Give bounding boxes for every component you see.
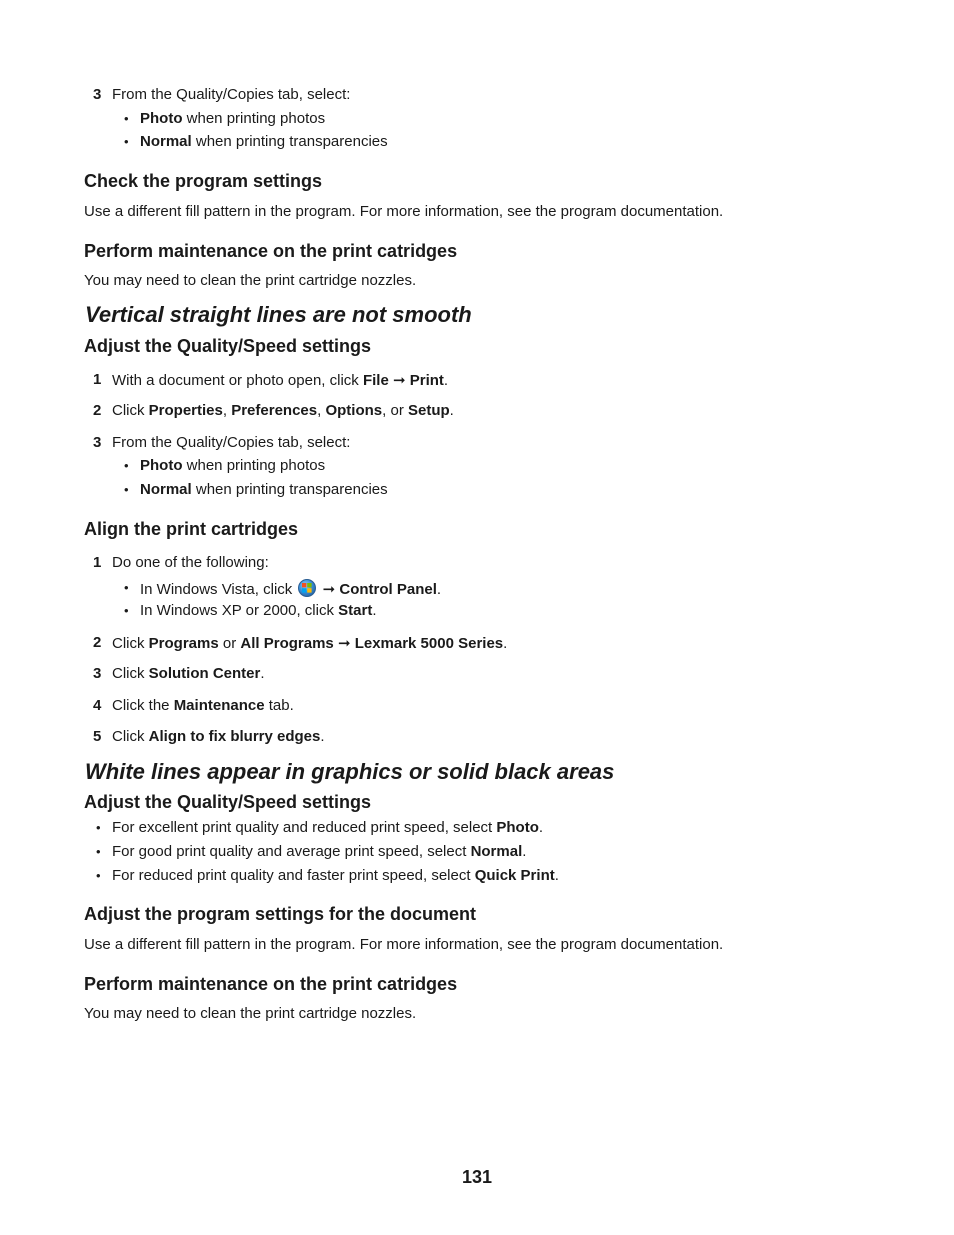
bullet-icon: • xyxy=(124,458,129,473)
list-item xyxy=(124,457,129,474)
list-item xyxy=(124,602,129,619)
step-1-text: Do one of the following: xyxy=(112,554,269,571)
windows-start-orb-icon xyxy=(298,579,316,597)
topic-title: Vertical straight lines are not smooth xyxy=(85,302,472,327)
step-3-text: Click Solution Center. xyxy=(112,665,265,682)
step-1-text: With a document or photo open, click File ➞ Print. xyxy=(112,372,449,389)
step-1-number: 1 xyxy=(93,371,102,388)
section-heading: Adjust the Quality/Speed settings xyxy=(84,336,372,356)
list-item-text: In Windows XP or 2000, click Start. xyxy=(140,602,377,619)
bullet-icon: • xyxy=(124,603,129,618)
step-2-text: Click Programs or All Programs ➞ Lexmark 5000 Series. xyxy=(112,635,508,652)
list-item-text: For good print quality and average print speed, select Normal. xyxy=(112,843,527,860)
paragraph: Use a different fill pattern in the program. For more information, see the program documentation. xyxy=(84,936,724,953)
topic-title: White lines appear in graphics or solid black areas xyxy=(85,759,615,784)
list-item xyxy=(124,133,129,150)
list-item-text: Normal when printing transparencies xyxy=(140,481,388,498)
step-3-text: From the Quality/Copies tab, select: xyxy=(112,434,351,451)
step-4-text: Click the Maintenance tab. xyxy=(112,697,294,714)
step-5-text: Click Align to fix blurry edges. xyxy=(112,728,325,745)
step-5-number: 5 xyxy=(93,728,102,745)
list-item-text: Photo when printing photos xyxy=(140,457,326,474)
section-heading: Align the print cartridges xyxy=(84,519,299,539)
list-item-text: In Windows Vista, click ➞ Control Panel. xyxy=(140,581,442,598)
step-3-text: From the Quality/Copies tab, select: xyxy=(112,86,351,103)
bullet-icon: • xyxy=(96,868,101,883)
list-item xyxy=(124,110,129,127)
bullet-icon: • xyxy=(96,820,101,835)
list-item-text: Photo when printing photos xyxy=(140,110,326,127)
arrow-icon: ➞ xyxy=(322,581,336,598)
bullet-icon: • xyxy=(124,580,129,595)
arrow-icon: ➞ xyxy=(337,635,351,652)
step-2-number: 2 xyxy=(93,402,102,419)
arrow-icon: ➞ xyxy=(392,372,406,389)
step-2-number: 2 xyxy=(93,634,102,651)
list-item-text: Normal when printing transparencies xyxy=(140,133,388,150)
list-item xyxy=(124,481,129,498)
section-heading: Adjust the program settings for the document xyxy=(84,904,477,924)
section-heading: Perform maintenance on the print catridges xyxy=(84,241,458,261)
step-3-number: 3 xyxy=(93,434,102,451)
bullet-icon: • xyxy=(96,844,101,859)
list-item xyxy=(96,819,101,836)
paragraph: You may need to clean the print cartridge nozzles. xyxy=(84,1005,417,1022)
step-2-text: Click Properties, Preferences, Options, or Setup. xyxy=(112,402,454,419)
page-number: 131 xyxy=(461,1167,493,1187)
paragraph: Use a different fill pattern in the program. For more information, see the program documentation. xyxy=(84,203,724,220)
list-item xyxy=(96,867,101,884)
list-item-text: For excellent print quality and reduced print speed, select Photo. xyxy=(112,819,544,836)
bullet-icon: • xyxy=(124,111,129,126)
bullet-icon: • xyxy=(124,134,129,149)
list-item xyxy=(96,843,101,860)
bullet-icon: • xyxy=(124,482,129,497)
section-heading: Perform maintenance on the print catridges xyxy=(84,974,458,994)
list-item-text: For reduced print quality and faster print speed, select Quick Print. xyxy=(112,867,559,884)
step-1-number: 1 xyxy=(93,554,102,571)
section-heading: Check the program settings xyxy=(84,171,323,191)
list-item xyxy=(124,579,129,596)
step-3-number: 3 xyxy=(93,86,102,103)
step-3-number: 3 xyxy=(93,665,102,682)
step-4-number: 4 xyxy=(93,697,102,714)
section-heading: Adjust the Quality/Speed settings xyxy=(84,792,372,812)
paragraph: You may need to clean the print cartridge nozzles. xyxy=(84,272,417,289)
